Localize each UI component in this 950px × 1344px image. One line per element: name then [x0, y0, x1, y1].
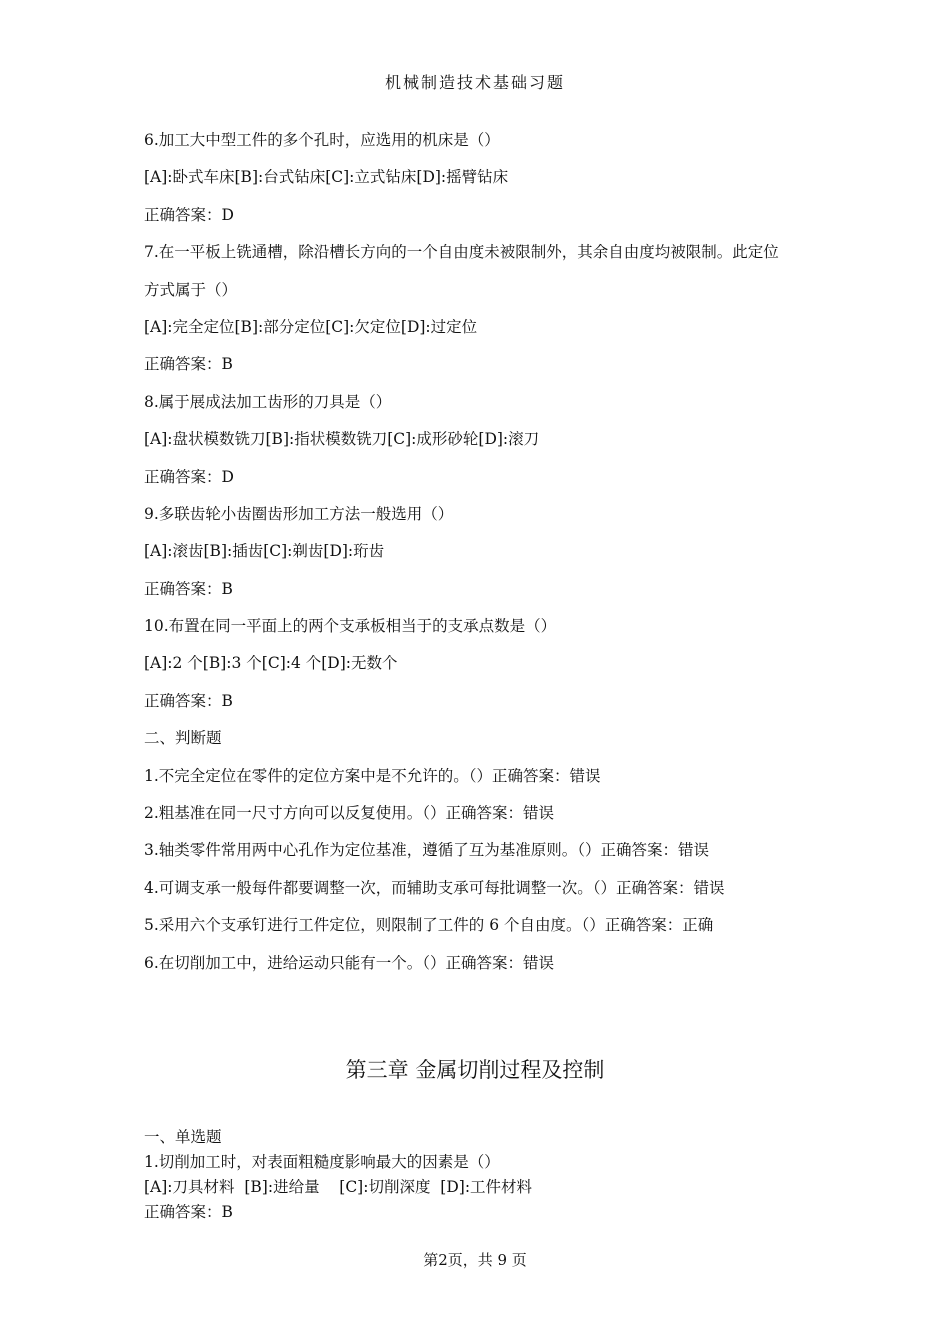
question-text: 7.在一平板上铣通槽，除沿槽长方向的一个自由度未被限制外，其余自由度均被限制。此定位: [144, 243, 779, 262]
correct-answer: 正确答案：B: [144, 1203, 233, 1221]
question-text-continued: 方式属于（）: [144, 280, 238, 299]
question-text: 1.切削加工时，对表面粗糙度影响最大的因素是（）: [144, 1153, 500, 1171]
page-header: 机械制造技术基础习题: [384, 73, 565, 92]
judgment-item: 2.粗基准在同一尺寸方向可以反复使用。（）正确答案：错误: [144, 804, 555, 823]
correct-answer: 正确答案：B: [144, 355, 233, 374]
question-text: 10.布置在同一平面上的两个支承板相当于的支承点数是（）: [144, 617, 557, 636]
section-heading: 二、判断题: [144, 729, 222, 748]
question-text: 9.多联齿轮小齿圈齿形加工方法一般选用（）: [144, 504, 454, 523]
question-text: 8.属于展成法加工齿形的刀具是（）: [144, 392, 392, 411]
judgment-item: 3.轴类零件常用两中心孔作为定位基准，遵循了互为基准原则。（）正确答案：错误: [144, 841, 710, 860]
chapter-question-list: [144, 1125, 844, 1225]
question-text: 6.加工大中型工件的多个孔时，应选用的机床是（）: [144, 131, 500, 149]
answer-options: [A]:卧式车床[B]:台式钻床[C]:立式钻床[D]:摇臂钻床: [144, 168, 509, 187]
correct-answer: 正确答案：B: [144, 579, 233, 598]
question-list: [144, 122, 844, 982]
answer-options: [A]:盘状模数铣刀[B]:指状模数铣刀[C]:成形砂轮[D]:滚刀: [144, 430, 540, 449]
answer-options: [A]:刀具材料 [B]:进给量 [C]:切削深度 [D]:工件材料: [144, 1178, 533, 1196]
page-number: 第2页，共 9 页: [423, 1251, 527, 1269]
answer-options: [A]:2 个[B]:3 个[C]:4 个[D]:无数个: [144, 654, 398, 673]
chapter-title: 第三章 金属切削过程及控制: [345, 1058, 605, 1082]
judgment-item: 1.不完全定位在零件的定位方案中是不允许的。（）正确答案：错误: [144, 766, 601, 785]
judgment-item: 5.采用六个支承钉进行工件定位，则限制了工件的 6 个自由度。（）正确答案：正确: [144, 916, 714, 935]
correct-answer: 正确答案：D: [144, 205, 234, 224]
answer-options: [A]:完全定位[B]:部分定位[C]:欠定位[D]:过定位: [144, 317, 478, 336]
judgment-item: 4.可调支承一般每件都要调整一次，而辅助支承可每批调整一次。（）正确答案：错误: [144, 878, 725, 897]
section-heading: 一、单选题: [144, 1128, 222, 1146]
correct-answer: 正确答案：D: [144, 467, 234, 486]
correct-answer: 正确答案：B: [144, 691, 233, 710]
judgment-item: 6.在切削加工中，进给运动只能有一个。（）正确答案：错误: [144, 953, 555, 972]
answer-options: [A]:滚齿[B]:插齿[C]:剃齿[D]:珩齿: [144, 542, 385, 561]
